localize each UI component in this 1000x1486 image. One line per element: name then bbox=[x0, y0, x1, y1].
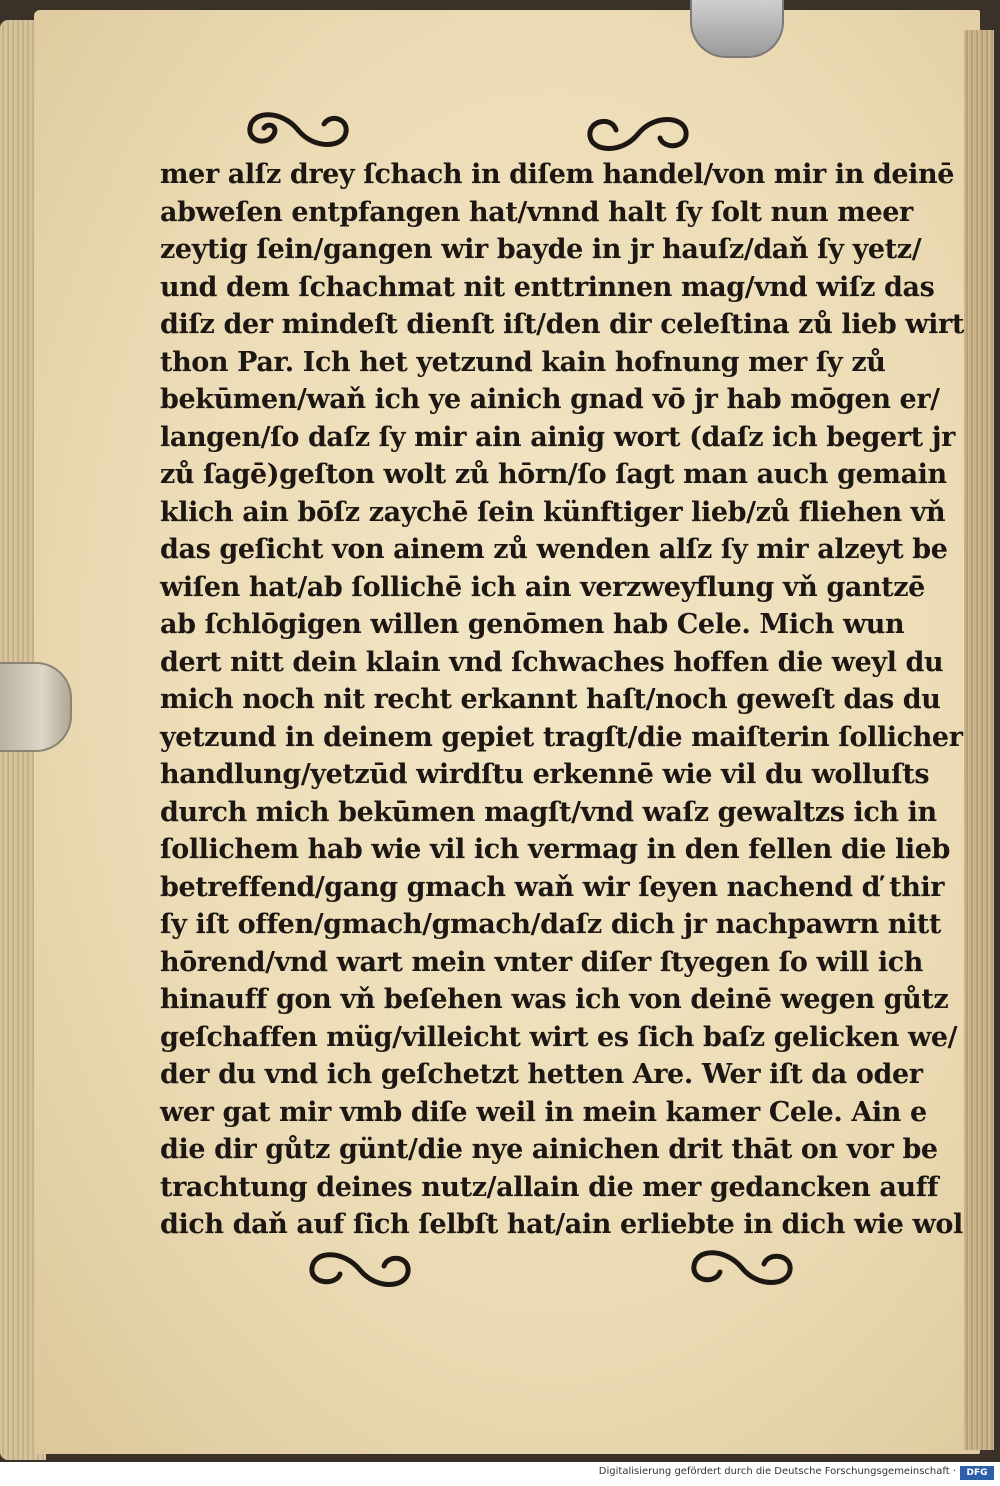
text-line: zů ſagē)geſton wolt zů hōrn/ſo ſagt man auch gemain bbox=[160, 459, 947, 490]
text-line: dich daň auf ſich ſelbſt hat/ain erliebte in dich wie wol bbox=[160, 1209, 963, 1240]
text-line: geſchaffen müg/villeicht wirt es ſich baſz gelicken we/ bbox=[160, 1021, 958, 1053]
text-line: trachtung deines nutz/allain die mer gedancken auff bbox=[160, 1171, 939, 1203]
text-line: thon Par. Ich het yetzund kain hofnung mer ſy zů bbox=[160, 346, 886, 378]
text-line: die dir gůtz günt/die nye ainichen drit thāt on vor be bbox=[160, 1134, 938, 1165]
text-line: mich noch nit recht erkannt haſt/noch geweſt das du bbox=[160, 684, 941, 715]
text-line: langen/ſo daſz ſy mir ain ainig wort (daſz ich begert jr bbox=[160, 421, 955, 453]
text-line: wer gat mir vmb diſe weil in mein kamer Cele. Ain e bbox=[160, 1096, 927, 1128]
blackletter-text-block bbox=[160, 156, 964, 1246]
footer-credit: Digitalisierung gefördert durch die Deutsche Forschungsgemeinschaft · bbox=[598, 1466, 956, 1477]
bottom-left-ornament bbox=[300, 1244, 420, 1296]
text-line: durch mich bekūmen magſt/vnd waſz gewaltzs ich in bbox=[160, 796, 937, 828]
book-right-edge bbox=[964, 30, 994, 1450]
text-line: und dem ſchachmat nit enttrinnen mag/vnd wiſz das bbox=[160, 271, 935, 303]
text-line: abweſen entpfangen hat/vnnd halt ſy ſolt nun meer bbox=[160, 196, 913, 228]
text-line: ab ſchlōgigen willen genōmen hab Cele. Mich wun bbox=[160, 609, 905, 640]
top-center-ornament bbox=[578, 108, 698, 160]
text-line: wiſen hat/ab ſollichē ich ain verzweyflung vň gantzē bbox=[160, 571, 925, 603]
text-line: das geſicht von ainem zů wenden alſz ſy mir alzeyt be bbox=[160, 534, 948, 565]
text-line: ſy iſt offen/gmach/gmach/daſz dich jr nachpawrn nitt bbox=[160, 909, 941, 940]
text-line: ſollichem hab wie vil ich vermag in den fellen die lieb bbox=[160, 834, 951, 865]
text-line: klich ain bōſz zaychē ſein künftiger lieb/zů fliehen vň bbox=[160, 496, 946, 528]
text-line: hōrend/vnd wart mein vnter diſer ſtyegen ſo will ich bbox=[160, 946, 924, 978]
text-line: diſz der mindeſt dienſt iſt/den dir celeſtina zů lieb wirt bbox=[160, 309, 964, 340]
top-left-ornament bbox=[238, 104, 358, 156]
dfg-logo: DFG bbox=[960, 1466, 994, 1480]
text-line: dert nitt dein klain vnd ſchwaches hoffen die weyl du bbox=[160, 646, 944, 678]
text-line: hinauff gon vň beſehen was ich von deinē wegen gůtz bbox=[160, 984, 949, 1015]
page-clip-left bbox=[0, 662, 72, 752]
page-clip-top bbox=[690, 0, 784, 58]
bottom-right-ornament bbox=[682, 1240, 802, 1294]
text-line: der du vnd ich geſchetzt hetten Are. Wer iſt da oder bbox=[160, 1059, 923, 1090]
text-line: yetzund in deinem gepiet tragſt/die maiſterin ſollicher bbox=[160, 721, 963, 753]
text-line: betreffend/gang gmach waň wir ſeyen nachend ď thir bbox=[160, 871, 945, 903]
text-line: handlung/yetzūd wirdſtu erkennē wie vil du wolluſts bbox=[160, 759, 930, 790]
text-line: bekūmen/waň ich ye ainich gnad vō jr hab mōgen er/ bbox=[160, 384, 940, 415]
text-line: zeytig ſein/gangen wir bayde in jr hauſz/daň ſy yetz/ bbox=[160, 234, 922, 265]
text-line: mer alſz drey ſchach in diſem handel/von mir in deinē bbox=[160, 159, 954, 190]
